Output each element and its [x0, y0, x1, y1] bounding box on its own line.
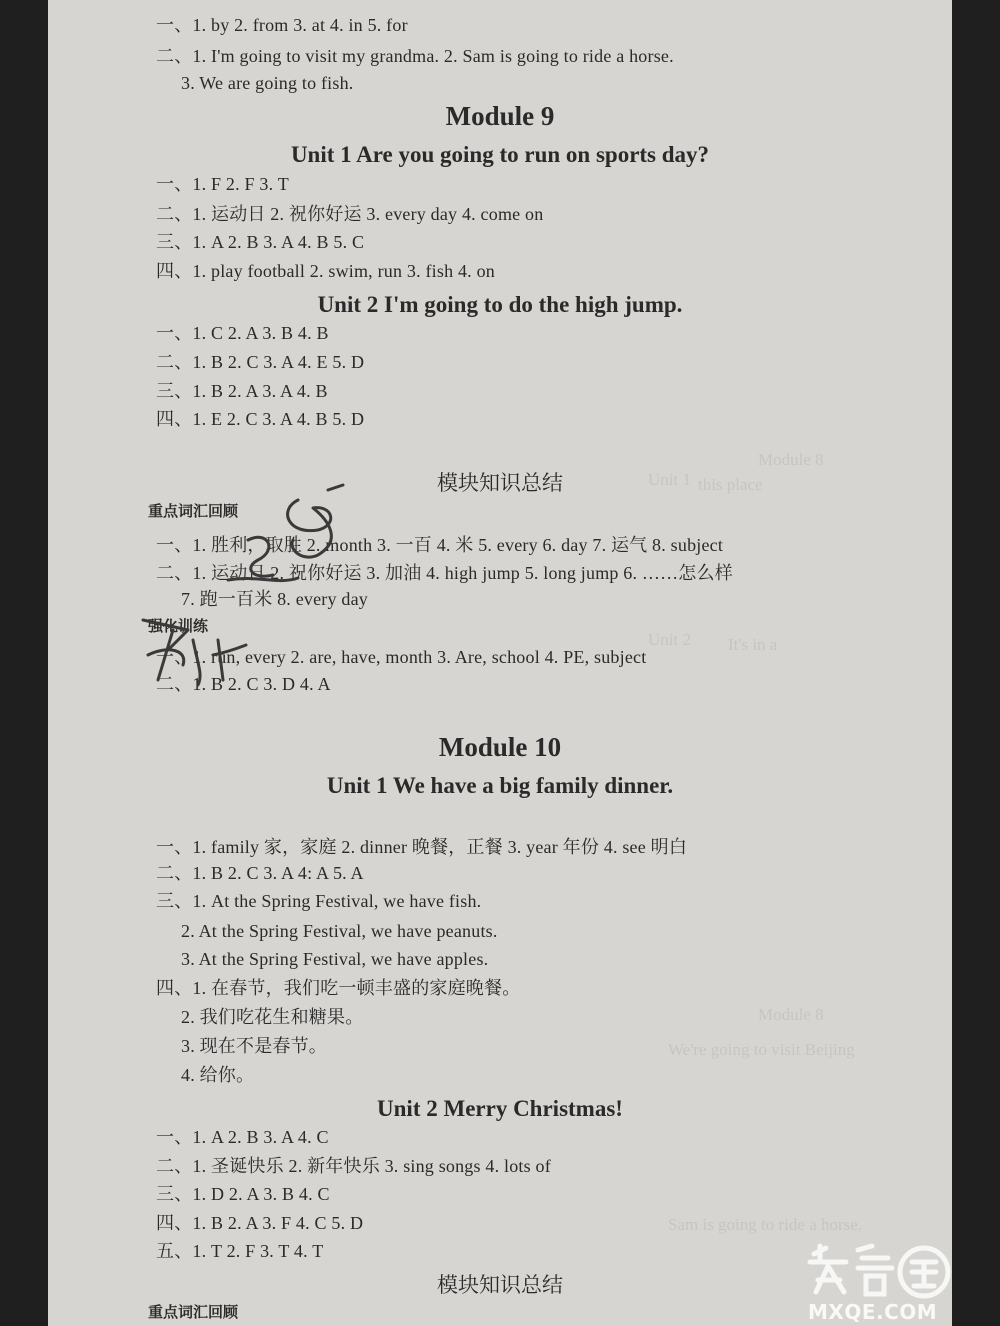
bleed-line: Module 8 — [758, 1005, 824, 1024]
bleed-line: this place — [698, 475, 763, 494]
answer-line: 一、1. C 2. A 3. B 4. B — [156, 323, 329, 343]
answer-line: 二、1. 运动日 2. 祝你好运 3. every day 4. come on — [156, 204, 544, 224]
watermark-url: MXQE.COM — [808, 1300, 938, 1324]
answer-line: 一、1. 胜利，取胜 2. month 3. 一百 4. 米 5. every 6. day 7. 运气 8. subject — [156, 535, 724, 555]
answer-line: 四、1. play football 2. swim, run 3. fish 4. on — [156, 261, 495, 281]
module-10-title: Module 10 — [438, 732, 562, 762]
answer-line: 7. 跑一百米 8. every day — [181, 589, 368, 609]
answer-page — [48, 0, 952, 1326]
bleed-line: It's in a — [728, 635, 778, 654]
practice-heading: 强化训练 — [148, 617, 209, 635]
answer-line: 四、1. 在春节，我们吃一顿丰盛的家庭晚餐。 — [156, 978, 521, 998]
answer-line: 三、1. A 2. B 3. A 4. B 5. C — [156, 232, 365, 252]
answer-line: 三、1. B 2. A 3. A 4. B — [156, 381, 328, 401]
answer-line: 二、1. 运动日 2. 祝你好运 3. 加油 4. high jump 5. long jump 6. ……怎么样 — [156, 563, 733, 583]
site-watermark — [806, 1240, 952, 1326]
answer-line: 二、1. I'm going to visit my grandma. 2. Sam is going to ride a horse. — [156, 46, 674, 66]
answer-line: 一、1. A 2. B 3. A 4. C — [156, 1127, 329, 1147]
answer-line: 一、1. F 2. F 3. T — [156, 174, 289, 194]
answer-line: 一、1. run, every 2. are, have, month 3. Are, school 4. PE, subject — [156, 647, 647, 667]
module-10-summary-title: 模块知识总结 — [437, 1273, 563, 1297]
bleed-line: Module 8 — [758, 450, 824, 469]
bleed-line: Unit 2 — [648, 630, 691, 649]
answer-line: 3. 现在不是春节。 — [181, 1036, 327, 1056]
vocab-review-heading: 重点词汇回顾 — [148, 1303, 239, 1321]
answer-line: 五、1. T 2. F 3. T 4. T — [156, 1241, 324, 1261]
module-9-summary-title: 模块知识总结 — [437, 471, 563, 495]
answer-line: 二、1. 圣诞快乐 2. 新年快乐 3. sing songs 4. lots of — [156, 1156, 551, 1176]
module-9-unit-2-title: Unit 2 I'm going to do the high jump. — [317, 292, 683, 317]
answer-line: 四、1. E 2. C 3. A 4. B 5. D — [156, 409, 365, 429]
answer-line: 3. We are going to fish. — [181, 73, 354, 93]
module-9-title: Module 9 — [445, 101, 555, 131]
answer-line: 一、1. family 家，家庭 2. dinner 晚餐，正餐 3. year 年份 4. see 明白 — [156, 837, 688, 857]
bleed-line: We're going to visit Beijing — [668, 1040, 855, 1059]
answer-line: 三、1. D 2. A 3. B 4. C — [156, 1184, 330, 1204]
vocab-review-heading: 重点词汇回顾 — [148, 502, 239, 520]
answer-line: 3. At the Spring Festival, we have apples. — [181, 949, 489, 969]
answer-line: 一、1. by 2. from 3. at 4. in 5. for — [156, 15, 408, 35]
answer-line: 二、1. B 2. C 3. D 4. A — [156, 674, 331, 694]
answer-line: 4. 给你。 — [181, 1065, 255, 1085]
answer-line: 二、1. B 2. C 3. A 4: A 5. A — [156, 863, 364, 883]
module-10-unit-1-title: Unit 1 We have a big family dinner. — [326, 773, 674, 798]
bleed-line: Sam is going to ride a horse. — [668, 1215, 863, 1234]
watermark-logo-icon — [806, 1240, 952, 1302]
answer-line: 二、1. B 2. C 3. A 4. E 5. D — [156, 352, 365, 372]
answer-line: 三、1. At the Spring Festival, we have fish. — [156, 891, 482, 911]
bleed-line: Unit 1 — [648, 470, 691, 489]
answer-line: 2. At the Spring Festival, we have peanuts. — [181, 921, 498, 941]
answer-line: 四、1. B 2. A 3. F 4. C 5. D — [156, 1213, 364, 1233]
answer-line: 2. 我们吃花生和糖果。 — [181, 1007, 364, 1027]
module-10-unit-2-title: Unit 2 Merry Christmas! — [377, 1096, 623, 1121]
module-9-unit-1-title: Unit 1 Are you going to run on sports day? — [290, 142, 710, 167]
